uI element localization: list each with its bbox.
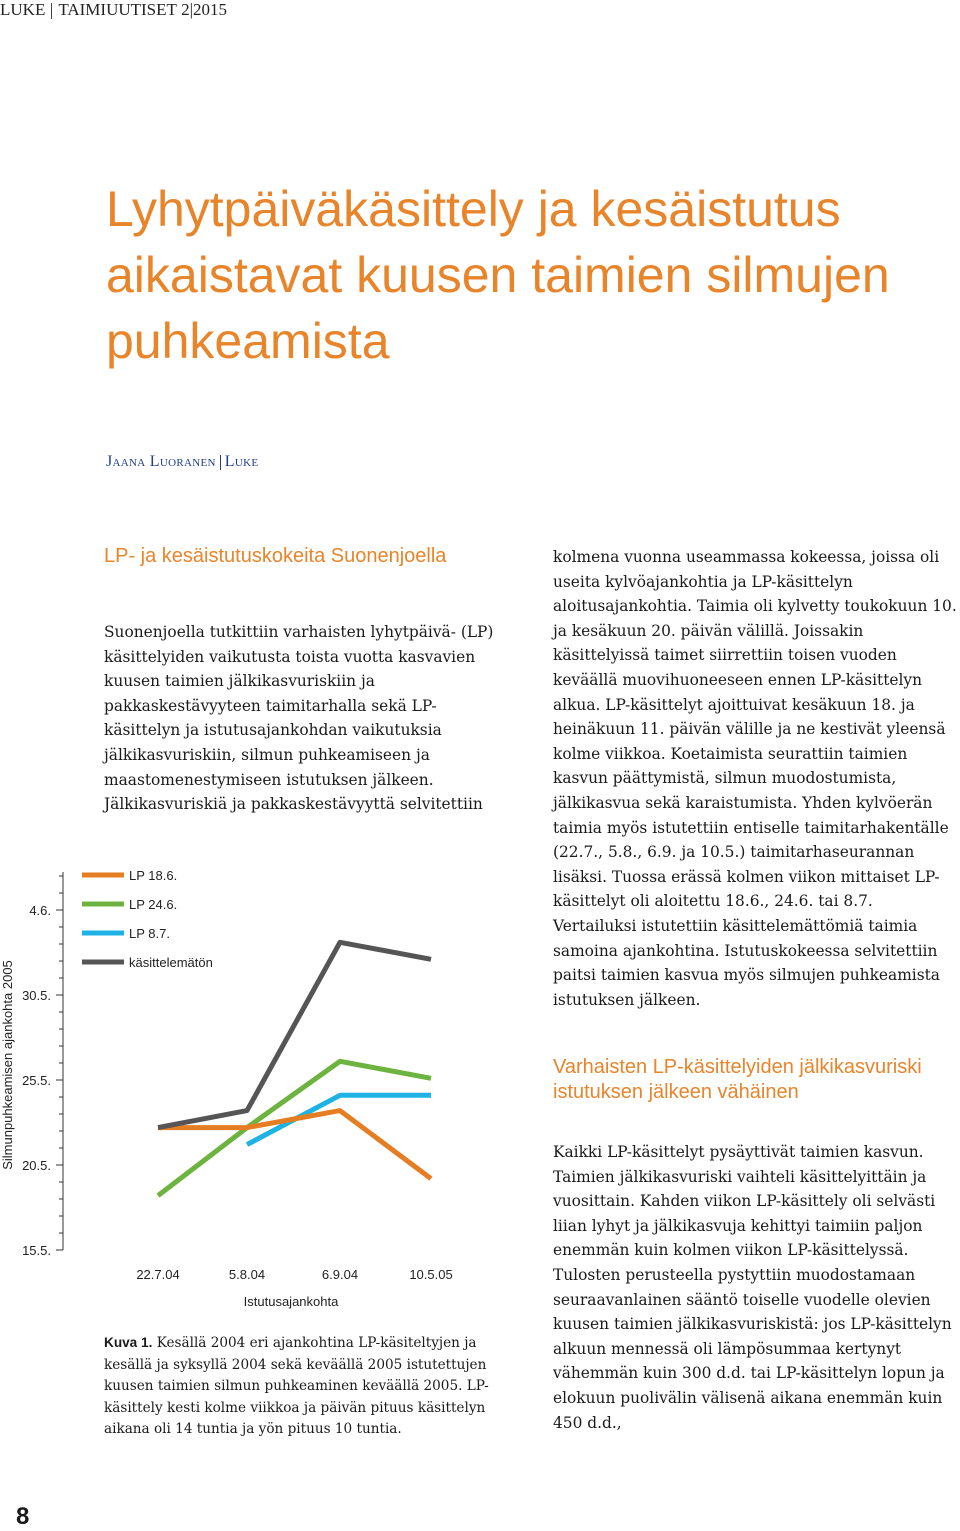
y-tick-label: 20.5. bbox=[22, 1158, 51, 1173]
figure-caption bbox=[104, 1332, 524, 1441]
right-paragraph-2: Kaikki LP-käsittelyt pysäyttivät taimien kasvun. Taimien jälkikasvuriski vaihteli käsittelyittäin ja vuosittain. Kahden viikon LP-käsittely oli selvästi liian lyhyt ja jälkikasvuja kehittyi taimiin paljon enemmän kuin kolmen viikon LP-käsittelyssä. Tulosten perusteella pystyttiin muodostamaan seuraavanlainen sääntö toiselle vuodelle olevien kuusen taimien jälkikasvuriskistä: jos LP-käsittelyn alkuun mennessä oli lämpösummaa kertynyt vähemmän kuin 300 d.d. tai LP-käsittelyn lopun ja elokuun puolivälin välisenä aikana enemmän kuin 450 d.d., bbox=[553, 1143, 952, 1432]
caption-text: Kesällä 2004 eri ajankohtina LP-käsiteltyjen ja kesällä ja syksyllä 2004 sekä keväällä 2005 istutettujen kuusen taimien silmun puhkeaminen keväällä 2005. LP-käsittely kesti kolme viikkoa ja päivän pituus käsittelyn aikana oli 14 tuntia ja yön pituus 10 tuntia. bbox=[104, 1335, 489, 1437]
article-title: Lyhytpäiväkäsittely ja kesäistutus aikaistavat kuusen taimien silmujen puhkeamista bbox=[106, 181, 890, 369]
y-tick-label: 15.5. bbox=[22, 1243, 51, 1258]
y-tick-label: 25.5. bbox=[22, 1073, 51, 1088]
right-body-text-2 bbox=[553, 1140, 958, 1435]
right-body-text-1 bbox=[553, 545, 958, 1012]
legend-label: LP 18.6. bbox=[129, 868, 178, 883]
x-tick-label: 6.9.04 bbox=[321, 1267, 359, 1282]
series-line bbox=[247, 1095, 431, 1144]
author-name: Jaana Luoranen bbox=[106, 453, 216, 470]
x-tick-label: 10.5.05 bbox=[409, 1267, 453, 1282]
right-paragraph-1: kolmena vuonna useammassa kokeessa, joissa oli useita kylvöajankohtia ja LP-käsittelyn aloitusajankohtia. Taimia oli kylvetty toukokuun 10. ja kesäkuun 20. päivän välillä. Joissakin käsittelyissä taimet siirrettiin toisen vuoden keväällä muovihuoneeseen ennen LP-käsittelyn alkua. LP-käsittelyt ajoittuivat kesäkuun 18. ja heinäkuun 11. päivän välille ja ne kestivät yleensä kolme viikkoa. Koetaimista seurattiin taimien kasvun päättymistä, silmun muodostumista, jälkikasvua sekä karaistumista. Yhden kylvöerän taimia myös istutettiin entiselle taimitarhakentälle (22.7., 5.8., 6.9. ja 10.5.) taimitarhaseurannan lisäksi. Tuossa erässä kolmen viikon mittaiset LP-käsittelyt oli aloitettu 18.6., 24.6. tai 8.7. Vertailuksi istutettiin käsittelemättömiä taimia samoina ajankohtina. Istutuskokeessa selvitettiin paitsi taimien kasvua myös silmujen puhkeamista istutuksen jälkeen. bbox=[553, 548, 957, 1009]
y-axis-title: Silmunpuhkeamisen ajankohta 2005 bbox=[0, 960, 15, 1170]
silmun-puhkeaminen-chart bbox=[0, 850, 530, 1320]
left-paragraph: Suonenjoella tutkittiin varhaisten lyhytpäivä- (LP) käsittelyiden vaikutusta toista vuotta kasvavien kuusen taimien jälkikasvuriskiin ja pakkaskestävyyteen taimitarhalla sekä LP-käsittelyn ja istutusajankohdan vaikutuksia jälkikasvuriskiin, silmun puhkeamiseen ja maastomenestymiseen istutuksen jälkeen. Jälkikasvuriskiä ja pakkaskestävyyttä selvitettiin bbox=[104, 623, 494, 814]
left-body-text bbox=[104, 620, 504, 817]
header-org: LUKE bbox=[0, 0, 46, 19]
author-affiliation: Luke bbox=[224, 453, 259, 470]
caption-label: Kuva 1. bbox=[104, 1335, 153, 1350]
right-subheading: Varhaisten LP-käsittelyiden jälkikasvuriski istutuksen jälkeen vähäinen bbox=[553, 1056, 922, 1103]
running-header bbox=[0, 0, 227, 20]
page-number: 8 bbox=[16, 1503, 30, 1530]
author-line bbox=[106, 453, 258, 471]
y-tick-label: 30.5. bbox=[22, 988, 51, 1003]
x-axis-title: Istutusajankohta bbox=[243, 1294, 339, 1309]
legend-label: LP 8.7. bbox=[129, 926, 170, 941]
header-issue: 2|2015 bbox=[181, 0, 228, 19]
y-tick-label: 4.6. bbox=[29, 903, 51, 918]
legend-label: käsittelemätön bbox=[129, 955, 213, 970]
header-series: TAIMIUUTISET bbox=[58, 0, 177, 19]
legend-label: LP 24.6. bbox=[129, 897, 178, 912]
left-subheading: LP- ja kesäistutuskokeita Suonenjoella bbox=[104, 545, 447, 567]
x-tick-label: 5.8.04 bbox=[228, 1267, 266, 1282]
x-tick-label: 22.7.04 bbox=[136, 1267, 180, 1282]
series-line bbox=[158, 942, 431, 1127]
